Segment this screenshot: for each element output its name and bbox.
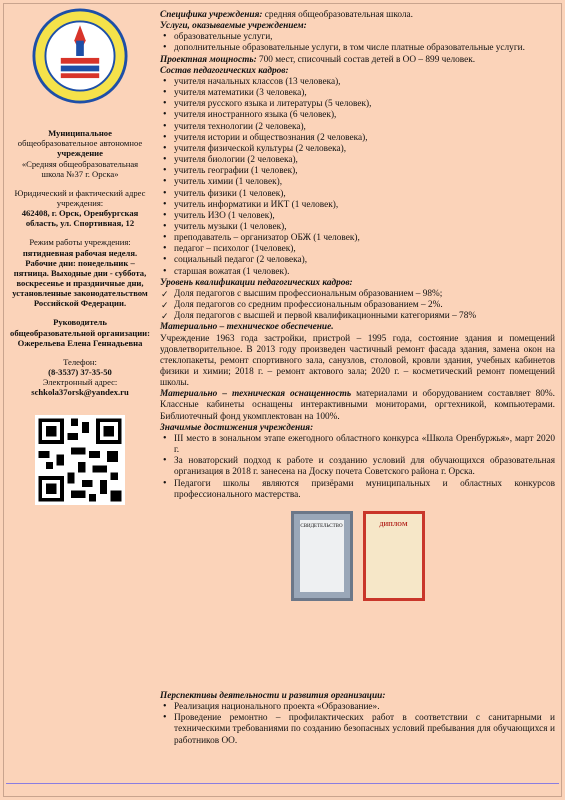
diploma-title: ДИПЛОМ [379,521,408,528]
certificates [160,511,555,601]
list-item: • дополнительные образовательные услуги, в том числе платные образовательные услуги. [160,43,555,54]
list-item: • учитель географии (1 человек), [160,166,555,177]
list-item: • За новаторский подход к работе и созданию условий для обучающихся образовательная организация в 2018 г. занесена на Доску почета Советского района г. Орска. [160,456,555,478]
list-item: • Проведение ремонтно – профилактических работ в соответствии с санитарными и техническими требованиями по созданию безопасных условий пребывания для обучающихся и работников ОО. [160,713,555,746]
achievements-label: Значимые достижения учреждения: [160,422,314,433]
diploma-image [363,511,425,601]
services-list [160,32,555,54]
specifics-value: средняя общеобразовательная школа. [262,10,413,20]
org-name-line3: учреждение [57,148,103,159]
certificate-title: СВИДЕТЕЛЬСТВО [300,520,344,592]
services-label: Услуги, оказываемые учреждением: [160,21,307,32]
list-item: • старшая вожатая (1 человек). [160,267,555,278]
material-text: Учреждение 1963 года застройки, пристрой – 1995 года, состояние здания и помещений удовлетворительное. В 2013 году произведен частичный ремонт фасада здания, замена окон на стеклопакеты, ремонт спортивного зала, санузлов, столовой, кровли здания, учебных кабинетов физики и химии; 2018 г. – ремонт актового зала; 2020 г. – косметический ремонт помещений школы. [160,333,555,389]
list-item: • учителя иностранного языка (6 человек), [160,110,555,121]
certificate-image [291,511,353,601]
director-name: Ожерельева Елена Геннадьевна [17,337,143,348]
capacity-value: 700 мест, списочный состав детей в ОО – 899 человек. [256,54,476,65]
email-label: Электронный адрес: [42,377,118,388]
list-item: • учителя истории и обществознания (2 человека), [160,133,555,144]
equipment-text: материалами и оборудованием составляет 80%. Классные кабинеты оснащены интерактивными мониторами, оргтехникой, компьютерами. Библиотечный фонд укомплектован на 100%. [160,389,556,422]
sidebar [10,8,150,505]
org-name-line2: общеобразовательное автономное [17,138,143,149]
specifics-label: Специфика учреждения: [160,10,263,20]
address-label: Юридический и фактический адрес учреждения: [14,187,146,208]
list-item: ✓ Доля педагогов со средним профессиональным образованием – 2%. [160,300,555,311]
list-item: • учителя математики (3 человека), [160,88,555,99]
list-item: • учитель физики (1 человек), [160,189,555,200]
prospects-list [160,702,555,747]
org-name-line4: «Средняя общеобразовательная школа №37 г. Орска» [21,158,139,179]
list-item: • Реализация национального проекта «Образование». [160,702,555,713]
main-content [160,10,555,747]
list-item: • преподаватель – организатор ОБЖ (1 человек), [160,233,555,244]
email-link[interactable]: schkola37orsk@yandex.ru [31,387,129,398]
list-item: • учителя физической культуры (2 человека), [160,144,555,155]
material-label: Материально – техническое обеспечение. [160,322,334,333]
bottom-divider [6,783,559,784]
list-item: ✓ Доля педагогов с высшей и первой квалификационными категориями – 78% [160,311,555,322]
org-name-line1: Муниципальное [48,128,112,139]
schedule-value: пятидневная рабочая неделя. Рабочие дни: понедельник – пятница. Выходные дни - суббота, воскресенье и праздничные дни, установленные законодательством Российской Федерации. [12,247,148,309]
list-item: • социальный педагог (2 человека), [160,255,555,266]
staff-label: Состав педагогических кадров: [160,65,289,76]
staff-list [160,77,555,278]
address-value: 462408, г. Орск, Оренбургская область, ул. Спортивная, 12 [21,208,139,229]
list-item: • учителя русского языка и литературы (5 человек), [160,99,555,110]
director-label: Руководитель общеобразовательной организации: [10,317,150,338]
list-item: • педагог – психолог (1человек), [160,244,555,255]
list-item: • учителя биологии (2 человека), [160,155,555,166]
phone-label: Телефон: [63,356,97,367]
list-item: • образовательные услуги, [160,32,555,43]
list-item: • учитель музыки (1 человек), [160,222,555,233]
list-item: • Педагоги школы являются призёрами муниципальных и областных конкурсов профессионального мастерства. [160,479,555,501]
school-emblem-logo-icon [32,8,128,104]
capacity-label: Проектная мощность: [160,54,257,65]
qualification-list [160,289,555,322]
list-item: • учитель информатики и ИКТ (1 человек), [160,200,555,211]
list-item: ✓ Доля педагогов с высшим профессиональным образованием – 98%; [160,289,555,300]
list-item: • III место в зональном этапе ежегодного областного конкурса «Школа Оренбуржья», март 2020 г. [160,434,555,456]
list-item: • учитель химии (1 человек), [160,177,555,188]
achievements-list [160,434,555,501]
prospects-label: Перспективы деятельности и развития организации: [160,690,386,701]
phone-value: (8-3537) 37-35-50 [48,366,112,377]
qr-code-icon[interactable] [35,415,125,505]
list-item: • учителя начальных классов (13 человека), [160,77,555,88]
qualification-label: Уровень квалификации педагогических кадров: [160,277,353,288]
equipment-label: Материально – техническая оснащенность [160,389,352,400]
schedule-label: Режим работы учреждения: [29,237,131,248]
list-item: • учителя технологии (2 человека), [160,122,555,133]
list-item: • учитель ИЗО (1 человек), [160,211,555,222]
